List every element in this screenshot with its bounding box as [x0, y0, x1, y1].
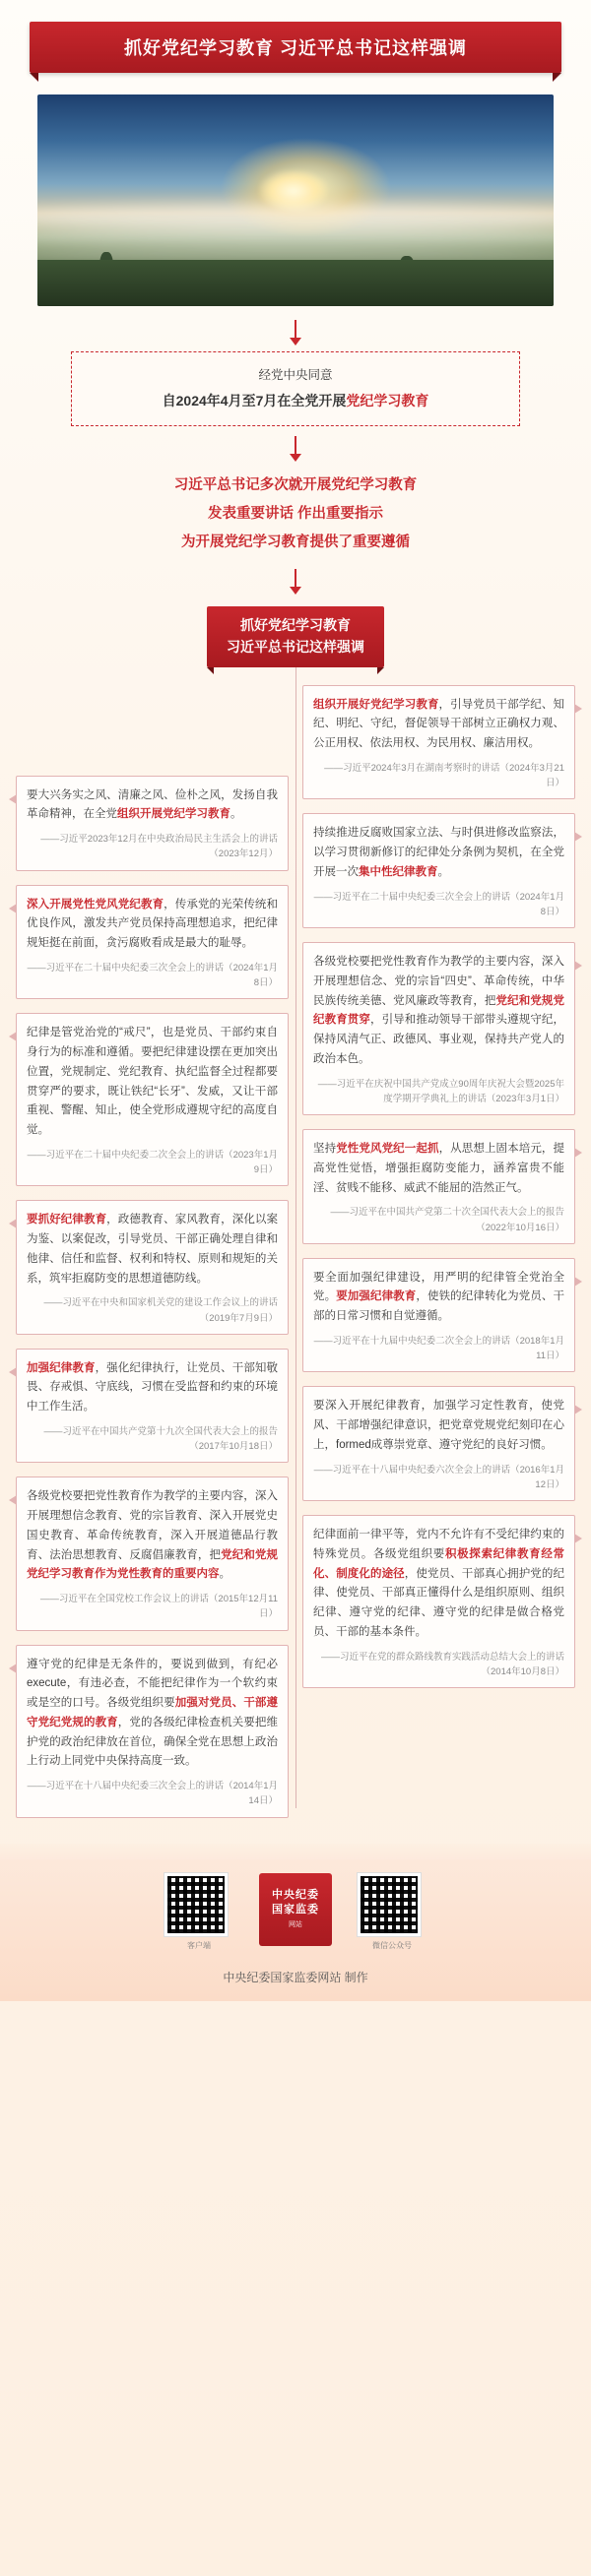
sub-banner-line-2: 习近平总书记这样强调 — [227, 639, 364, 656]
quote-source: ——习近平2023年12月在中央政治局民主生活会上的讲话（2023年12月） — [40, 834, 278, 860]
quote-text: 要深入开展纪律教育，加强学习定性教育，使党风、干部增强纪律意识，把党章党规党纪刻印在心上，formed成尊崇党章、遵守党纪的良好习惯。 — [313, 1400, 564, 1451]
quote-text: 深入开展党性党风党纪教育，传承党的光荣传统和优良作风，激发共产党员保持高理想追求，把纪律规矩挺在前面，贪污腐败看成是最大的耻辱。 — [27, 898, 279, 950]
qr-right-group — [358, 1873, 427, 1951]
notice-line-2-prefix: 自2024年4月至7月在全党开展 — [162, 392, 347, 408]
page-title: 抓好党纪学习教育 习近平总书记这样强调 — [30, 22, 561, 73]
connector-arrow — [290, 338, 301, 346]
connector-arrow — [290, 587, 301, 595]
quote-card — [16, 1349, 289, 1464]
quote-source: ——习近平在全国党校工作会议上的讲话（2015年12月11日） — [39, 1594, 278, 1620]
quote-source: ——习近平在中国共产党第二十次全国代表大会上的报告（2022年10月16日） — [330, 1207, 564, 1233]
quote-source: ——习近平在二十届中央纪委二次全会上的讲话（2023年1月9日） — [27, 1149, 278, 1176]
emblem-line-1: 中央纪委 — [272, 1889, 319, 1902]
notice-highlight: 党纪学习教育 — [346, 392, 429, 408]
quote-text: 坚持党性党风党纪一起抓，从思想上固本培元，提高党性觉悟，增强拒腐防变能力，涵养富贵不能淫、贫贱不能移、威武不能屈的浩然正气。 — [313, 1143, 565, 1194]
quote-text: 加强纪律教育，强化纪律执行，让党员、干部知敬畏、存戒惧、守底线，习惯在受监督和约束的环境中工作生活。 — [27, 1361, 279, 1414]
sub-banner-line-1: 抓好党纪学习教育 — [240, 617, 351, 634]
emblem-sub: 网站 — [289, 1921, 302, 1929]
hero-image — [37, 94, 554, 306]
quote-card — [302, 1386, 575, 1501]
footer-credit: 中央纪委国家监委网站 制作 — [223, 1970, 368, 1984]
right-column — [302, 685, 575, 1818]
quote-card — [302, 685, 575, 800]
footer — [0, 1844, 591, 2001]
connector-arrow — [290, 454, 301, 462]
ccdi-emblem — [259, 1873, 332, 1946]
quote-card — [302, 1258, 575, 1373]
quote-card — [16, 1645, 289, 1818]
connector-line — [295, 320, 296, 338]
quote-source: ——习近平2024年3月在湖南考察时的讲话（2024年3月21日） — [324, 763, 564, 789]
quote-card — [302, 1515, 575, 1688]
qr-left-caption: 客户端 — [187, 1940, 211, 1950]
quote-source: ——习近平在中国共产党第十九次全国代表大会上的报告（2017年10月18日） — [43, 1426, 278, 1453]
quote-text: 持续推进反腐败国家立法、与时俱进修改监察法，以学习贯彻新修订的纪律处分条例为契机，在全党开展一次集中性纪律教育。 — [313, 827, 564, 878]
quote-source: ——习近平在十八届中央纪委三次全会上的讲话（2014年1月14日） — [27, 1781, 278, 1807]
sub-banner — [207, 606, 384, 666]
quote-card — [16, 885, 289, 1000]
quote-source: ——习近平在二十届中央纪委三次全会上的讲话（2024年1月8日） — [313, 891, 564, 917]
qr-right-caption: 微信公众号 — [372, 1940, 412, 1950]
mist-layer — [37, 225, 554, 247]
quote-card — [302, 813, 575, 928]
quote-text: 纪律是管党治党的“戒尺”，也是党员、干部约束自身行为的标准和遵循。要把纪律建设摆在更加突出位置，党规制定、党纪教育、执纪监督全过程都要贯穿严的要求，既让铁纪“长牙”、发威，又让干部重视、警醒、知止，使全党形成遵规守纪的高度自觉。 — [27, 1027, 278, 1137]
emblem-line-2: 国家监委 — [272, 1904, 319, 1916]
intro-block — [39, 471, 552, 557]
connector-line — [295, 436, 296, 454]
quote-source: ——习近平在庆祝中国共产党成立90周年庆祝大会暨2025年度学期开学典礼上的讲话（2023年3月1日） — [317, 1078, 564, 1104]
quote-source: ——习近平在二十届中央纪委三次全会上的讲话（2024年1月8日） — [27, 962, 278, 989]
footer-qr-row — [0, 1859, 591, 1951]
qr-code-wechat-icon[interactable] — [358, 1873, 421, 1936]
quote-text: 各级党校要把党性教育作为教学的主要内容，深入开展理想信念教育、党的宗旨教育、深入开展党史国史教育、革命传统教育，深入开展道德品行教育、法治思想教育、反腐倡廉教育，把党纪和党规党纪学习教育作为党性教育的重要内容。 — [27, 1490, 279, 1581]
quote-text: 组织开展好党纪学习教育，引导党员干部学纪、知纪、明纪、守纪，督促领导干部树立正确权力观、公正用权、依法用权、为民用权、廉洁用权。 — [313, 698, 564, 750]
qr-left-group — [164, 1873, 233, 1951]
quote-text: 遵守党的纪律是无条件的，要说到做到，有纪必execute，有违必查，不能把纪律作为一个软约束或是空的口号。各级党组织要加强对党员、干部遵守党纪党规的教育，党的各级纪律检查机关要把维护党的政治纪律放在首位，确保全党在思想上政治上行动上同党中央保持高度一致。 — [27, 1658, 279, 1768]
quote-text: 各级党校要把党性教育作为教学的主要内容，深入开展理想信念、党的宗旨“四史”、革命传统，中华民族传统美德、党风廉政等教育，把党纪和党规党纪教育贯穿，引导和推动领导干部带头遵规守纪，保持风清气正、政德风、事业观，保持共产党人的政治本色。 — [313, 956, 565, 1065]
quote-card — [302, 1129, 575, 1244]
quote-source: ——习近平在十九届中央纪委二次全会上的讲话（2018年1月11日） — [313, 1336, 564, 1362]
quote-card — [16, 1476, 289, 1630]
intro-line-3: 为开展党纪学习教育提供了重要遵循 — [181, 534, 410, 551]
quote-source: ——习近平在十八届中央纪委六次全会上的讲话（2016年1月12日） — [313, 1464, 564, 1490]
notice-line-1: 经党中央同意 — [258, 368, 333, 382]
quote-source: ——习近平在中央和国家机关党的建设工作会议上的讲话（2019年7月9日） — [43, 1297, 278, 1324]
notice-line-2 — [86, 388, 505, 414]
intro-line-1: 习近平总书记多次就开展党纪学习教育 — [173, 477, 418, 494]
qr-code-app-icon[interactable] — [164, 1873, 228, 1936]
title-section — [0, 0, 591, 73]
footer-divider — [0, 1844, 591, 1859]
quote-text: 纪律面前一律平等，党内不允许有不受纪律约束的特殊党员。各级党组织要积极探索纪律教育经常化、制度化的途径，使党员、干部真心拥护党的纪律、使党员、干部真正懂得什么是组织原则、组织纪律、遵守党的纪律、遵守党的纪律是做合格党员、干部的基本条件。 — [313, 1529, 565, 1638]
quote-card — [16, 776, 289, 871]
notice-box — [71, 351, 520, 426]
quote-text: 要全面加强纪律建设，用严明的纪律管全党治全党。要加强纪律教育，使铁的纪律转化为党员、干部的日常习惯和自觉遵循。 — [313, 1271, 565, 1323]
quote-text: 要抓好纪律教育，政德教育、家风教育，深化以案为鉴、以案促改，引导党员、干部正确处理自律和他律、信任和监督、权利和特权、原则和规矩的关系，筑牢拒腐防变的思想道德防线。 — [27, 1214, 279, 1285]
left-column — [16, 685, 289, 1818]
connector-line — [295, 569, 296, 587]
quote-card — [16, 1200, 289, 1334]
field-shape — [37, 260, 554, 306]
quote-text: 要大兴务实之风、清廉之风、俭朴之风，发扬自我革命精神，在全党组织开展党纪学习教育。 — [27, 788, 278, 821]
quote-card — [302, 942, 575, 1115]
quote-card — [16, 1013, 289, 1186]
intro-line-2: 发表重要讲话 作出重要指示 — [207, 506, 384, 523]
quote-columns — [0, 667, 591, 1818]
quote-source: ——习近平在党的群众路线教育实践活动总结大会上的讲话（2014年10月8日） — [320, 1651, 564, 1677]
